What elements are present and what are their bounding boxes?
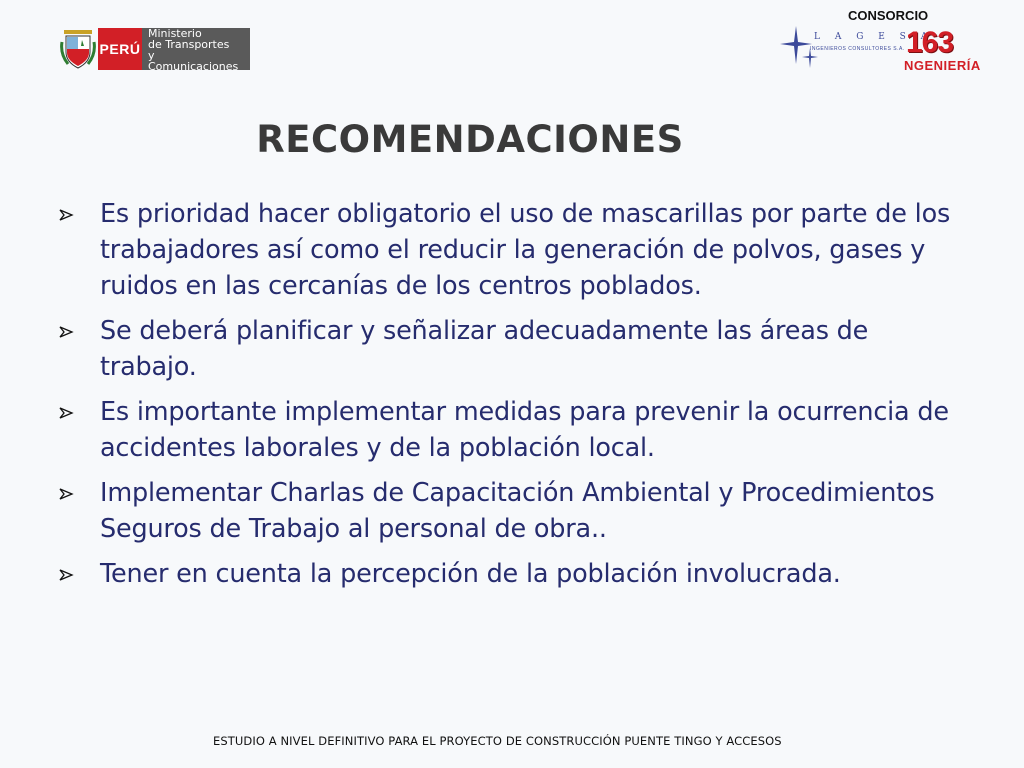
ingenieria-label: NGENIERÍA — [904, 58, 981, 73]
ministry-line-1: Ministerio — [148, 27, 202, 40]
peru-label: PERÚ — [98, 28, 142, 70]
arrowhead-bullet-icon — [58, 569, 74, 581]
list-item — [58, 394, 958, 466]
arrowhead-bullet-icon — [58, 209, 74, 221]
lagesa-label: L A G E S A — [814, 32, 934, 42]
list-item-text: Implementar Charlas de Capacitación Ambiental y Procedimientos Seguros de Trabajo al personal de obra.. — [100, 478, 935, 544]
list-item-text: Tener en cuenta la percepción de la población involucrada. — [100, 559, 841, 589]
logo-number: 163 — [906, 26, 954, 59]
arrowhead-bullet-icon — [58, 488, 74, 500]
ministry-line-2: de Transportes — [148, 38, 230, 51]
list-item — [58, 556, 958, 592]
list-item — [58, 475, 958, 547]
arrowhead-bullet-icon — [58, 407, 74, 419]
list-item — [58, 313, 958, 385]
list-item — [58, 196, 958, 304]
list-item-text: Es importante implementar medidas para prevenir la ocurrencia de accidentes laborales y de la población local. — [100, 397, 949, 463]
peru-coat-of-arms-icon — [60, 28, 96, 70]
list-item-text: Se deberá planificar y señalizar adecuadamente las áreas de trabajo. — [100, 316, 869, 382]
ministry-name — [142, 27, 250, 73]
lagesa-subtitle: INGENIEROS CONSULTORES S.A. — [810, 46, 905, 52]
ministry-line-3: y Comunicaciones — [148, 49, 239, 73]
consortium-logo — [780, 24, 1006, 74]
consorcio-label: CONSORCIO — [848, 8, 929, 23]
footer-text: ESTUDIO A NIVEL DEFINITIVO PARA EL PROYECTO DE CONSTRUCCIÓN PUENTE TINGO Y ACCESOS — [213, 734, 782, 748]
slide-title: RECOMENDACIONES — [256, 118, 684, 161]
ministry-logo — [60, 27, 250, 73]
recommendation-list — [58, 196, 958, 601]
arrowhead-bullet-icon — [58, 326, 74, 338]
list-item-text: Es prioridad hacer obligatorio el uso de mascarillas por parte de los trabajadores así como el reducir la generación de polvos, gases y ruidos en las cercanías de los centros poblados. — [100, 199, 951, 301]
